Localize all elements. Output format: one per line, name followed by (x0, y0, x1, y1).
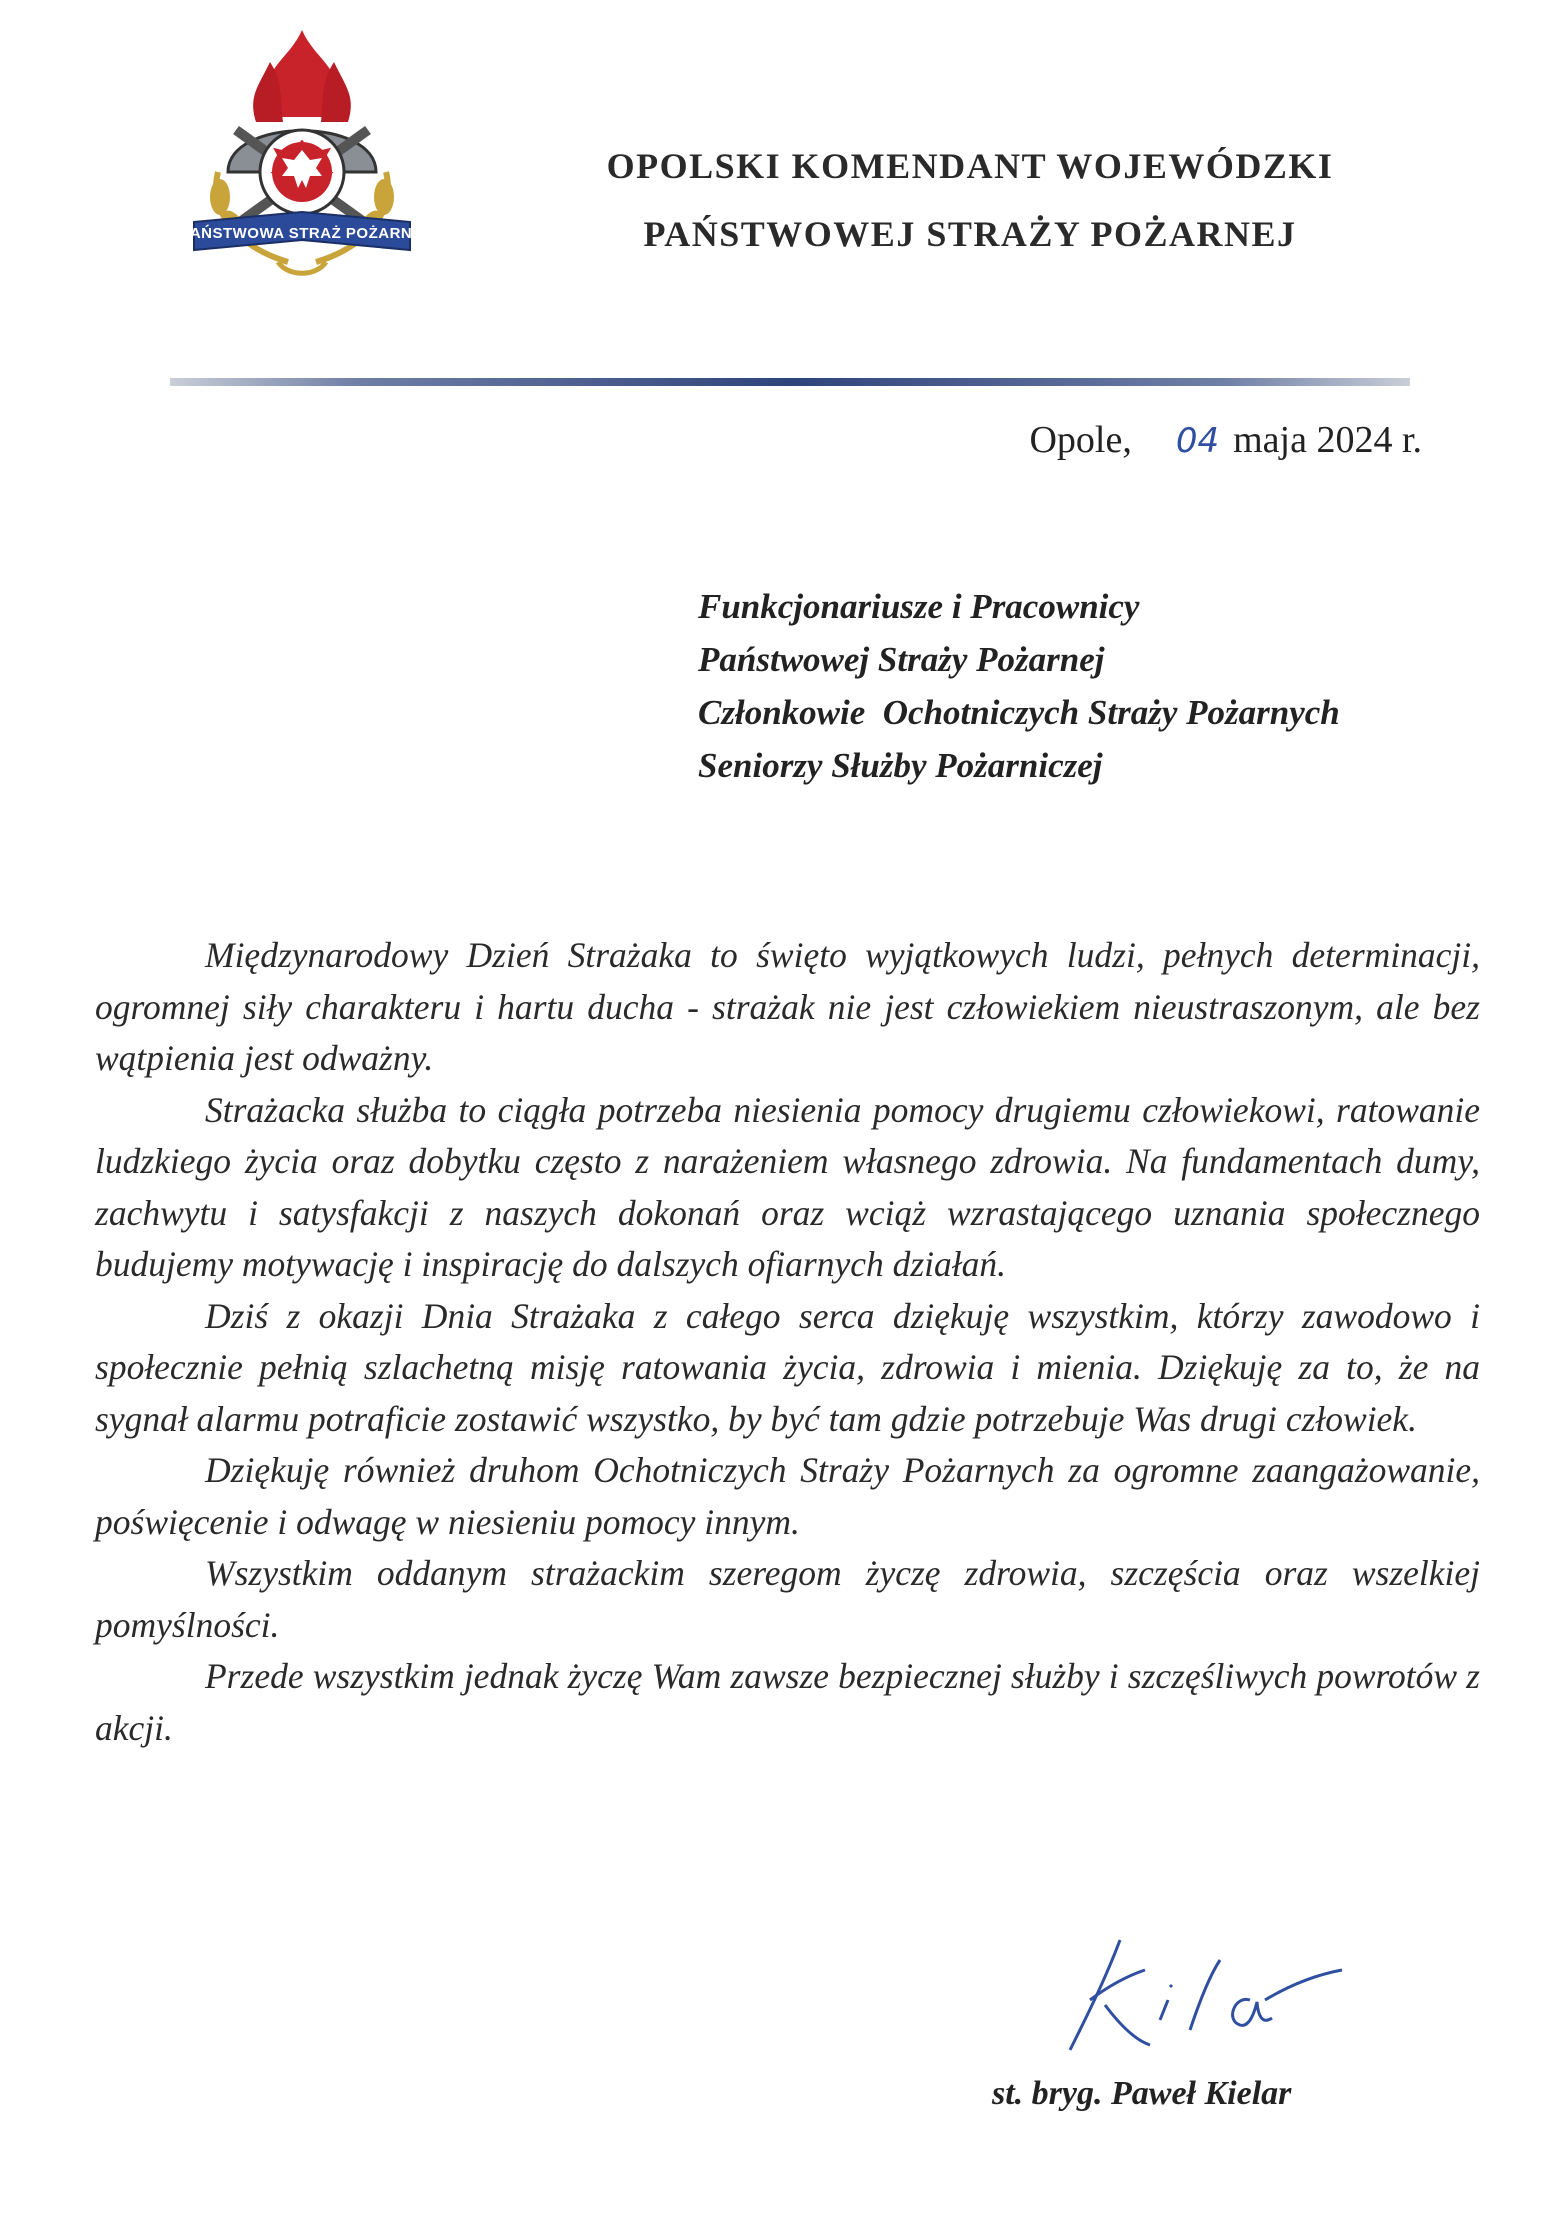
svg-text:PAŃSTWOWA STRAŻ POŻARNA: PAŃSTWOWA STRAŻ POŻARNA (188, 225, 416, 242)
body-paragraph: Międzynarodowy Dzień Strażaka to święto wyjątkowych ludzi, pełnych determinacji, ogromnej siły charakteru i hartu ducha - strażak nie jest człowiekiem nieustraszonym, ale bez wątpienia jest odważny. (95, 935, 1480, 1078)
body-paragraph: Przede wszystkim jednak życzę Wam zawsze bezpiecznej służby i szczęśliwych powrotów z akcji. (95, 1656, 1480, 1748)
date-rest: maja 2024 r. (1233, 419, 1422, 461)
letter-date (1029, 418, 1422, 462)
recipients-block (698, 580, 1340, 792)
emblem-graphic (188, 22, 416, 282)
recipient-line: Seniorzy Służby Pożarniczej (698, 746, 1103, 785)
recipient-line: Państwowej Straży Pożarnej (698, 640, 1105, 679)
letter-body (95, 930, 1480, 1754)
date-city: Opole, (1029, 419, 1132, 461)
body-paragraph: Dziś z okazji Dnia Strażaka z całego serca dziękuję wszystkim, którzy zawodowo i społecznie pełnią szlachetną misję ratowania życia, zdrowia i mienia. Dziękuję za to, że na sygnał alarmu potraficie zostawić wszystko, by być tam gdzie potrzebuje Was drugi człowiek. (95, 1295, 1480, 1439)
header-title-line2: PAŃSTWOWEJ STRAŻY POŻARNEJ (643, 214, 1297, 254)
recipient-line: Członkowie Ochotniczych Straży Pożarnych (698, 693, 1340, 732)
date-day-handwritten: 04 (1175, 421, 1220, 461)
body-paragraph: Strażacka służba to ciągła potrzeba niesienia pomocy drugiemu człowiekowi, ratowanie ludzkiego życia oraz dobytku często z narażeniem własnego zdrowia. Na fundamentach dumy, zachwytu i satysfakcji z naszych dokonań oraz wciąż wzrastającego uznania społecznego budujemy motywację i inspirację do dalszych ofiarnych działań. (95, 1089, 1480, 1284)
psp-emblem-logo (188, 22, 416, 282)
header-divider (170, 375, 1410, 389)
header-title-line1: OPOLSKI KOMENDANT WOJEWÓDZKI (606, 146, 1334, 186)
recipient-line: Funkcjonariusze i Pracownicy (698, 587, 1140, 626)
body-paragraph: Dziękuję również druhom Ochotniczych Straży Pożarnych za ogromne zaangażowanie, poświęcenie i odwagę w niesieniu pomocy innym. (95, 1450, 1480, 1542)
body-paragraph: Wszystkim oddanym strażackim szeregom życzę zdrowia, szczęścia oraz wszelkiej pomyślności. (95, 1553, 1480, 1645)
signer-name: st. bryg. Paweł Kielar (992, 2075, 1292, 2112)
handwritten-signature (1050, 1930, 1350, 2080)
